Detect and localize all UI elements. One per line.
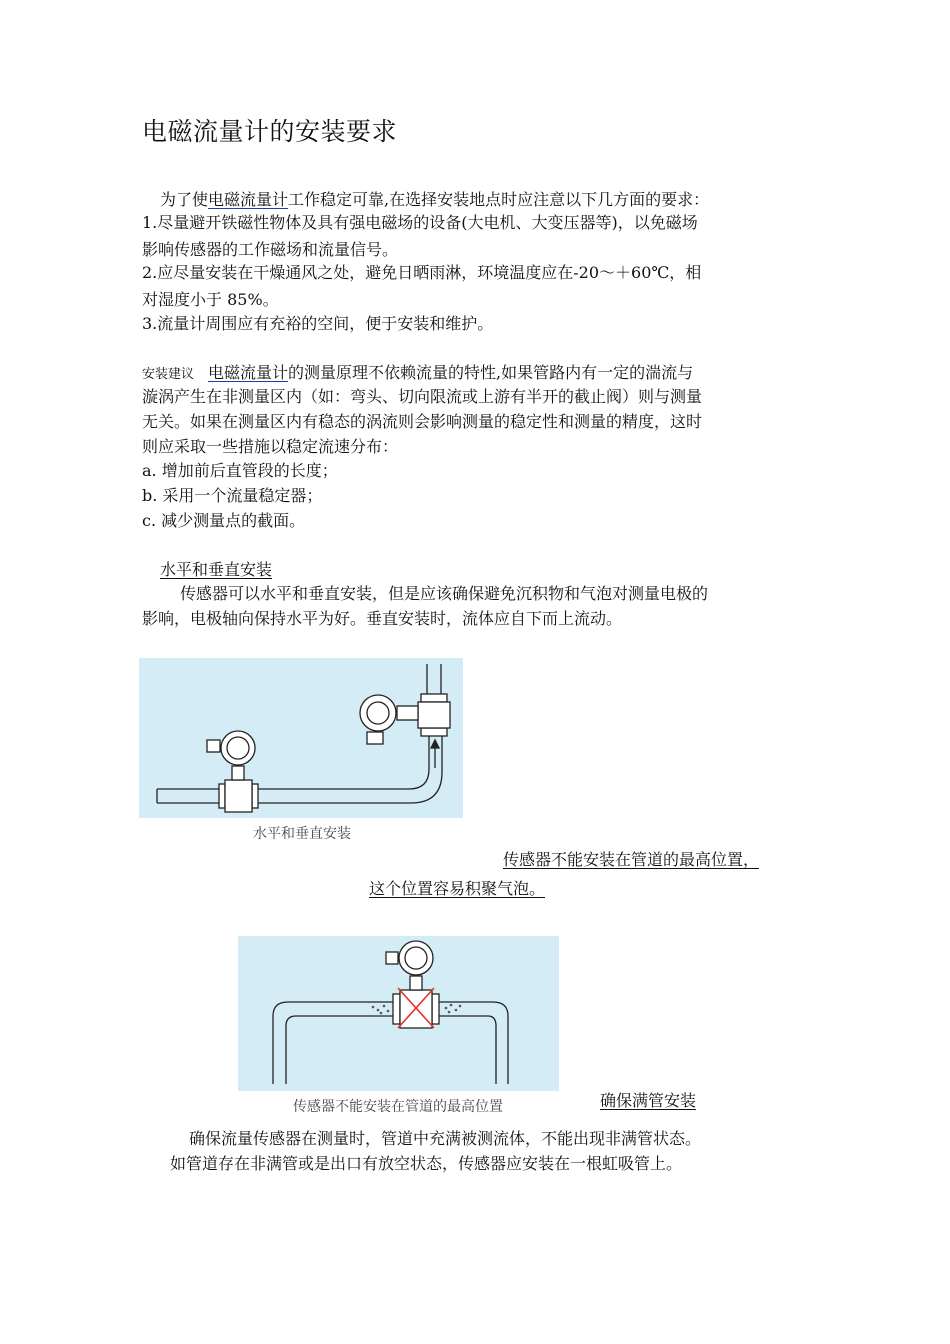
horizontal-line-1: 传感器可以水平和垂直安装，但是应该确保避免沉积物和气泡对测量电极的 [180,584,709,603]
pipe-diagram-1 [139,658,463,818]
advice-label: 安装建议 [142,367,195,382]
horizontal-figure-caption: 水平和垂直安装 [253,826,351,842]
advice-item-c: c. 减少测量点的截面。 [142,511,306,530]
horizontal-heading: 水平和垂直安装 [160,560,273,579]
horizontal-vertical-figure [139,658,463,818]
requirement-1-line-2: 影响传感器的工作磁场和流量信号。 [142,240,399,259]
requirement-2-line-2: 对湿度小于 85%。 [142,290,279,309]
page-title: 电磁流量计的安装要求 [142,117,398,146]
advice-line-4: 则应采取一些措施以稳定流速分布： [142,437,399,456]
advice-line-1-rest: 的测量原理不依赖流量的特性,如果管路内有一定的湍流与 [288,363,694,382]
advice-line-1 [142,360,693,387]
intro-prefix: 为了使 [160,190,209,209]
requirement-3: 3.流量计周围应有充裕的空间，便于安装和维护。 [142,314,494,333]
flowmeter-link[interactable]: 电磁流量计 [208,190,289,209]
intro-paragraph [160,187,709,212]
flowmeter-link-2[interactable]: 电磁流量计 [208,363,289,382]
advice-line-2: 漩涡产生在非测量区内（如：弯头、切向限流或上游有半开的截止阀）则与测量 [142,387,703,406]
intro-rest: 工作稳定可靠,在选择安装地点时应注意以下几方面的要求： [288,190,710,209]
advice-line-3: 无关。如果在测量区内有稳态的涡流则会影响测量的稳定性和测量的精度，这时 [142,412,703,431]
requirement-1-line-1: 1.尽量避开铁磁性物体及具有强电磁场的设备(大电机、大变压器等)，以免磁场 [142,213,698,232]
highest-position-figure [238,936,559,1091]
horizontal-line-2: 影响，电极轴向保持水平为好。垂直安装时，流体应自下而上流动。 [142,609,623,628]
full-pipe-line-2: 如管道存在非满管或是出口有放空状态，传感器应安装在一根虹吸管上。 [170,1154,683,1173]
full-pipe-line-1: 确保流量传感器在测量时，管道中充满被测流体，不能出现非满管状态。 [189,1129,702,1148]
advice-item-a: a. 增加前后直管段的长度； [142,461,338,480]
highest-note-line-1: 传感器不能安装在管道的最高位置， [503,850,760,869]
advice-item-b: b. 采用一个流量稳定器； [142,486,323,505]
requirement-2-line-1: 2.应尽量安装在干燥通风之处，避免日晒雨淋，环境温度应在-20～＋60℃，相 [142,263,702,282]
full-pipe-heading: 确保满管安装 [600,1091,697,1110]
highest-note-line-2: 这个位置容易积聚气泡。 [369,879,546,898]
pipe-diagram-2 [238,936,559,1091]
highest-figure-caption: 传感器不能安装在管道的最高位置 [293,1099,503,1115]
